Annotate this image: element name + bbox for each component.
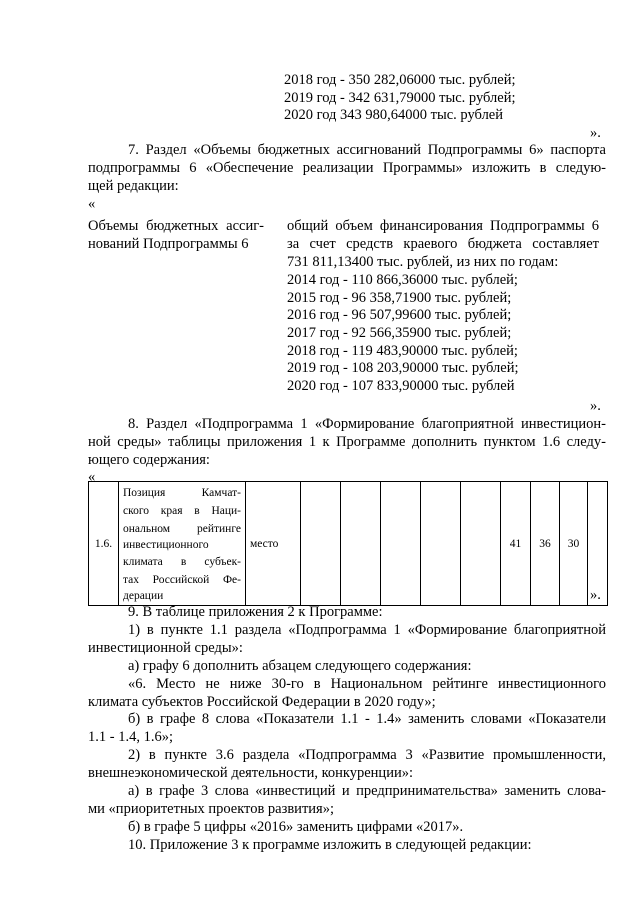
item10: 10. Приложение 3 к программе изложить в следующей редакции: [128, 837, 532, 853]
empty-cell [341, 482, 381, 606]
quote-open: « [88, 196, 96, 212]
quote-close: ». [590, 398, 601, 414]
item8-line2: ной среды» таблицы приложения 1 к Программе дополнить пунктом 1.6 следу- [88, 434, 606, 450]
indicator-name-line: климата в субъек- [123, 555, 241, 568]
item9-p1-line2: инвестиционной среды»: [88, 640, 243, 656]
passport-right-line1: общий объем финансирования Подпрограммы 6 [287, 218, 599, 234]
empty-cell [461, 482, 501, 606]
item9-p1b-line1: б) в графе 8 слова «Показатели 1.1 - 1.4» заменить словами «Показатели [128, 711, 606, 727]
item9-p2b: б) в графе 5 цифры «2016» заменить цифрами «2017». [128, 819, 464, 835]
unit: место [250, 537, 279, 550]
indicator-name [119, 482, 246, 606]
item9-p1a-quote-line1: «6. Место не ниже 30-го в Национальном рейтинге инвестиционного [128, 676, 606, 692]
top-year-2019: 2019 год - 342 631,79000 тыс. рублей; [284, 90, 516, 106]
passport-left-line1: Объемы бюджетных ассиг- [88, 218, 264, 234]
indicator-table [88, 481, 608, 606]
passport-year-2019: 2019 год - 108 203,90000 тыс. рублей; [287, 360, 519, 376]
passport-left-line2: нований Подпрограммы 6 [88, 236, 249, 252]
item9-p2-line1: 2) в пункте 3.6 раздела «Подпрограмма 3 «Развитие промышленности, [128, 747, 606, 763]
top-year-2018: 2018 год - 350 282,06000 тыс. рублей; [284, 72, 516, 88]
item7-line2: подпрограммы 6 «Обеспечение реализации Программы» изложить в следую- [88, 160, 606, 176]
passport-year-2015: 2015 год - 96 358,71900 тыс. рублей; [287, 290, 512, 306]
passport-year-2017: 2017 год - 92 566,35900 тыс. рублей; [287, 325, 512, 341]
passport-year-2014: 2014 год - 110 866,36000 тыс. рублей; [287, 272, 518, 288]
passport-right-line2: за счет средств краевого бюджета составляет [287, 236, 599, 252]
item9-p2a-line1: а) в графе 3 слова «инвестиций и предпринимательства» заменить слова- [128, 783, 606, 799]
passport-right-line3: 731 811,13400 тыс. рублей, из них по годам: [287, 254, 559, 270]
value-2019: 36 [531, 482, 560, 606]
item8-line1: 8. Раздел «Подпрограмма 1 «Формирование благоприятной инвестицион- [128, 416, 606, 432]
empty-cell [421, 482, 461, 606]
item7-line3: щей редакции: [88, 178, 179, 194]
item9-title: 9. В таблице приложения 2 к Программе: [128, 604, 383, 620]
passport-year-2016: 2016 год - 96 507,99600 тыс. рублей; [287, 307, 512, 323]
item9-p1b-line2: 1.1 - 1.4, 1.6»; [88, 729, 173, 745]
empty-cell [301, 482, 341, 606]
indicator-name-line: ональном рейтинге [123, 523, 241, 535]
item9-p1a: а) графу 6 дополнить абзацем следующего содержания: [128, 658, 472, 674]
item7-line1: 7. Раздел «Объемы бюджетных ассигнований Подпрограммы 6» паспорта [128, 142, 606, 158]
item9-p2-line2: внешнеэкономической деятельности, конкуренции»: [88, 765, 413, 781]
table-row [89, 482, 608, 606]
indicator-name-line: ского края в Наци- [123, 505, 241, 517]
item8-line3: ющего содержания: [88, 452, 210, 468]
indicator-name-line: тах Российской Фе- [123, 573, 241, 586]
value-2020: 30 [560, 482, 588, 606]
indicator-name-line: дерации [123, 589, 164, 602]
unit-cell [246, 482, 301, 606]
quote-open: « [88, 469, 96, 485]
row-number: 1.6. [89, 482, 119, 606]
value-2018: 41 [501, 482, 531, 606]
item9-p1-line1: 1) в пункте 1.1 раздела «Подпрограмма 1 «Формирование благоприятной [128, 622, 606, 638]
top-year-2020: 2020 год 343 980,64000 тыс. рублей [284, 107, 504, 123]
quote-close: ». [590, 125, 601, 141]
item9-p2a-line2: ми «приоритетных проектов развития»; [88, 801, 334, 817]
empty-cell [381, 482, 421, 606]
indicator-name-line: Позиция Камчат- [123, 487, 241, 499]
indicator-name-line: инвестиционного [123, 539, 209, 551]
item9-p1a-quote-line2: климата субъектов Российской Федерации в 2020 году»; [88, 694, 436, 710]
quote-close: ». [590, 587, 601, 603]
passport-year-2020: 2020 год - 107 833,90000 тыс. рублей [287, 378, 515, 394]
passport-year-2018: 2018 год - 119 483,90000 тыс. рублей; [287, 343, 518, 359]
